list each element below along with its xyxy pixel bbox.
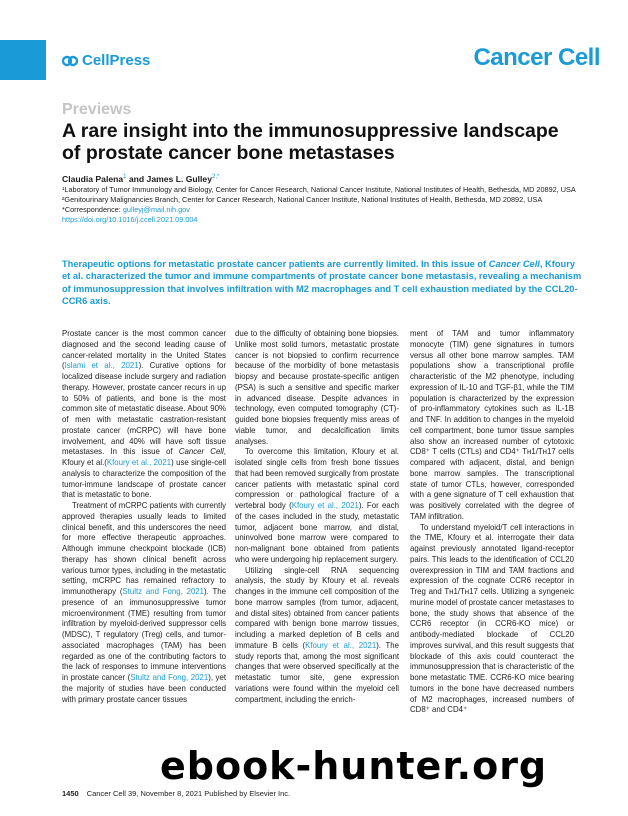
header-accent-block [0, 40, 46, 80]
doi-link[interactable]: https://doi.org/10.1016/j.ccell.2021.09.004 [62, 215, 198, 224]
journal-name[interactable]: Cancer Cell [473, 44, 600, 71]
body-column-1 [62, 329, 226, 705]
paragraph: To overcome this limitation, Kfoury et al. isolated single cells from fresh bone tissues that had been removed surgically from prostate cancer patients with metastatic spinal cord compression or pathological fracture of a vertebral body (Kfoury et al., 2021). For each of the cases included in the study, metastatic tumor, adjacent bone marrow, and distal, uninvolved bone marrow were compared to non-malignant bone obtained from patients who were undergoing hip replacement surgery. [235, 447, 399, 564]
affiliation-2: ²Genitourinary Malignancies Branch, Center for Cancer Research, National Cancer Institute, National Institutes of Health, Bethesda, MD 20892, USA [62, 195, 543, 204]
publisher-name: CellPress [82, 52, 151, 69]
paragraph: To understand myeloid/T cell interactions in the TME, Kfoury et al. interrogate their data against previously annotated ligand-receptor pairs. This leads to the identification of CCL20 overexpression in TIM and TAM fractions and expression of the cognate CCR6 receptor in Treg and Tʜ1/Tʜ17 cells. Utilizing a syngeneic murine model of prostate cancer metastases to bone, the study shows that absence of the CCR6 receptor (in CCR6-KO mice) or antibody-mediated blockade of CCL20 improves survival, and this result suggests that blockade of this axis could counteract the immunosuppression that is characteristic of the bone metastatic TME. CCR6-KO mice bearing tumors in the bone have decreased numbers of M2 macrophages, increased numbers of CD8⁺ and CD4⁺ [410, 522, 574, 715]
paragraph: ment of TAM and tumor inflammatory monocyte (TIM) gene signatures in tumors versus all other bone marrow samples. TAM populations show a transcriptional profile characteristic of the M2 phenotype, including expression of IL-10 and TGF-β1, while the TIM population is characterized by the expression of pro-inflammatory cytokines such as IL-1B and TNF. In addition to changes in the myeloid cell compartment, bone tumor tissue samples also show an increased number of cytotoxic CD8⁺ T cells (CTLs) and CD4⁺ Tʜ1/Tʜ17 cells compared with adjacent, distal, and benign bone marrow samples. The transcriptional state of tumor CTLs, however, corresponded with a gene signature of T cell exhaustion that was positively correlated with the degree of TAM infiltration. [410, 329, 574, 521]
paragraph: due to the difficulty of obtaining bone biopsies. Unlike most solid tumors, metastatic prostate cancer is not biopsied to confirm recurrence because of the morbidity of bone metastasis biopsy and because prostate-specific antigen (PSA) is such a sensitive and specific marker in advanced disease. Despite advances in technology, even computed tomography (CT)-guided bone biopsies frequently miss areas of viable tumor, and decalcification limits analyses. [235, 329, 399, 446]
article-summary [62, 258, 582, 308]
author-list [62, 174, 219, 184]
author-affiliation-mark: 2,* [212, 174, 220, 181]
watermark: ebook-hunter.org [160, 744, 548, 788]
summary-text: Therapeutic options for metastatic prostate cancer patients are currently limited. In this issue of [62, 259, 489, 269]
author-name[interactable]: Claudia Palena [62, 174, 124, 184]
body-column-3 [410, 329, 574, 716]
reference-link[interactable]: Stultz and Fong, 2021 [130, 673, 209, 682]
reference-link[interactable]: Kfoury et al., 2021 [305, 640, 377, 650]
affiliations [62, 185, 582, 225]
author-separator: and [126, 174, 147, 184]
paragraph: Utilizing single-cell RNA sequencing analysis, the study by Kfoury et al. reveals changes in the immune cell composition of the bone marrow samples (from tumor, adjacent, and distal sites) obtained from cancer patients compared with benign bone marrow tissues, including a marked depletion of B cells and immature B cells (Kfoury et al., 2021). The study reports that, among the most significant changes that were observed specifically at the metastatic tumor site, gene expression variations were found within the myeloid cell compartment, including the enrich- [235, 565, 399, 704]
paragraph: Treatment of mCRPC patients with currently approved therapies usually leads to limited clinical benefit, and this underscores the need for more effective therapeutic approaches. Although immune checkpoint blockade (ICB) therapy has shown clinical benefit across various tumor types, including in the metastatic setting, mCRPC has remained refractory to immunotherapy (Stultz and Fong, 2021). The presence of an immunosuppressive tumor microenvironment (TME) resulting from tumor infiltration by myeloid-derived suppressor cells (MDSC), T regulatory (Treg) cells, and tumor-associated macrophages (TAM) has been regarded as one of the contributing factors to the lack of responses to immune interventions in prostate cancer (Stultz and Fong, 2021), yet the majority of studies have been conducted with primary prostate cancer tissues [62, 501, 227, 704]
doi [62, 215, 582, 225]
body-column-2 [235, 329, 399, 705]
correspondence-label: *Correspondence: [62, 205, 123, 214]
author-name[interactable]: James L. Gulley [146, 174, 212, 184]
cellpress-icon [62, 54, 78, 68]
reference-link[interactable]: Kfoury et al., 2021 [291, 501, 359, 510]
author-affiliation-mark: 1 [123, 174, 127, 181]
summary-journal: Cancer Cell [488, 259, 540, 269]
summary-text: , Kfoury et al. characterized the tumor and immune compartments of prostate cancer bone metastasis, revealing a mechanism of immunosuppression that involves infiltration with M2 macrophages and T cell exhaustion mediated by the CCL20-CCR6 axis. [62, 259, 582, 307]
affiliation-1: ¹Laboratory of Tumor Immunology and Biology, Center for Cancer Research, National Cancer Institute, National Institutes of Health, Bethesda, MD 20892, USA [62, 185, 576, 194]
footer-citation: Cancer Cell 39, November 8, 2021 Published by Elsevier Inc. [86, 789, 291, 798]
reference-link[interactable]: Stultz and Fong, 2021 [122, 587, 205, 596]
email-link[interactable]: gulleyj@mail.nih.gov [122, 205, 190, 214]
reference-link[interactable]: Kfoury et al., 2021 [106, 458, 172, 467]
cellpress-logo[interactable] [62, 52, 150, 69]
correspondence [62, 205, 582, 215]
paragraph: Prostate cancer is the most common cancer diagnosed and the second leading cause of cancer-related mortality in the United States (Islami et al., 2021). Curative options for localized disease include surgery and radiation therapy. However, prostate cancer recurs in up to 50% of patients, and bone is the most common site of metastatic disease. About 90% of men with metastatic castration-resistant prostate cancer (mCRPC) will have bone involvement, and 40% will have soft tissue metastases. In this issue of Cancer Cell, Kfoury et al.(Kfoury et al., 2021) use single-cell analysis to characterize the composition of the tumor-immune landscape of prostate cancer that is metastatic to bone. [62, 329, 226, 500]
section-label: Previews [62, 101, 132, 118]
page-number: 1450 [62, 789, 79, 798]
reference-link[interactable]: Islami et al., 2021 [64, 361, 139, 371]
page-footer [62, 789, 290, 798]
article-title: A rare insight into the immunosuppressive landscape of prostate cancer bone metastases [62, 120, 559, 164]
